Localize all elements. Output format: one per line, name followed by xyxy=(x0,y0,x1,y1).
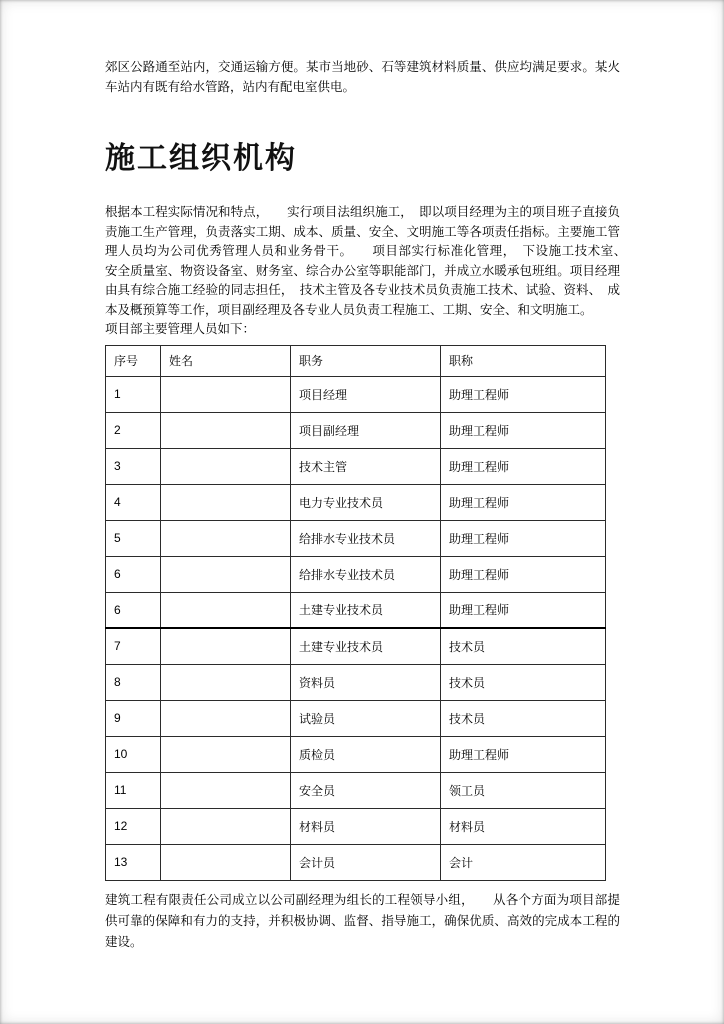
table-cell: 助理工程师 xyxy=(441,520,606,556)
table-cell: 1 xyxy=(106,376,161,412)
table-cell: 项目经理 xyxy=(291,376,441,412)
table-row xyxy=(106,376,606,412)
table-row xyxy=(106,484,606,520)
table-intro-line: 项目部主要管理人员如下： xyxy=(105,322,256,336)
staff-table xyxy=(105,345,606,881)
table-cell: 电力专业技术员 xyxy=(291,484,441,520)
table-cell: 助理工程师 xyxy=(441,484,606,520)
table-row xyxy=(106,736,606,772)
body-paragraph: 根据本工程实际情况和特点， 实行项目法组织施工， 即以项目经理为主的项目班子直接负责施工生产管理，负责落实工期、成本、质量、安全、文明施工等各项责任指标。主要施工管理人员均为公司优秀管理人员和业务骨干。 项目部实行标准化管理， 下设施工技术室、 安全质量室、物资设备室、财务室、综合办公室等职能部门，并成立水暖承包班组。项目经理由具有综合施工经验的同志担任， 技术主管及各专业技术员负责施工技术、试验、资料、 成本及概预算等工作，项目副经理及各专业人员负责工程施工、工期、安全、和文明施工。 xyxy=(105,205,633,317)
table-cell: 给排水专业技术员 xyxy=(291,520,441,556)
closing-paragraph: 建筑工程有限责任公司成立以公司副经理为组长的工程领导小组， 从各个方面为项目部提供可靠的保障和有力的支持，并积极协调、监督、指导施工，确保优质、高效的完成本工程的建设。 xyxy=(105,892,620,949)
table-cell: 8 xyxy=(106,664,161,700)
table-cell xyxy=(161,556,291,592)
table-cell xyxy=(161,664,291,700)
table-cell: 技术员 xyxy=(441,664,606,700)
table-cell xyxy=(161,448,291,484)
table-cell xyxy=(161,844,291,880)
table-header-cell: 姓名 xyxy=(161,345,291,376)
table-cell xyxy=(161,592,291,628)
table-cell: 9 xyxy=(106,700,161,736)
table-cell: 13 xyxy=(106,844,161,880)
table-cell: 6 xyxy=(106,556,161,592)
table-row xyxy=(106,412,606,448)
table-cell: 助理工程师 xyxy=(441,448,606,484)
intro-paragraph: 郊区公路通至站内，交通运输方便。某市当地砂、石等建筑材料质量、供应均满足要求。某火车站内有既有给水管路，站内有配电室供电。 xyxy=(105,60,620,94)
table-cell: 试验员 xyxy=(291,700,441,736)
page-title: 施工组织机构 xyxy=(105,142,297,175)
table-cell: 土建专业技术员 xyxy=(291,628,441,664)
table-header-cell: 职称 xyxy=(441,345,606,376)
table-cell: 助理工程师 xyxy=(441,556,606,592)
table-row xyxy=(106,844,606,880)
table-cell: 会计 xyxy=(441,844,606,880)
table-cell: 领工员 xyxy=(441,772,606,808)
table-cell: 资料员 xyxy=(291,664,441,700)
table-row xyxy=(106,448,606,484)
table-cell: 材料员 xyxy=(441,808,606,844)
table-cell: 11 xyxy=(106,772,161,808)
table-cell xyxy=(161,412,291,448)
table-header-row xyxy=(106,345,606,376)
table-row xyxy=(106,664,606,700)
table-row xyxy=(106,772,606,808)
table-row xyxy=(106,592,606,628)
table-cell: 质检员 xyxy=(291,736,441,772)
table-cell: 3 xyxy=(106,448,161,484)
table-cell: 助理工程师 xyxy=(441,412,606,448)
table-row xyxy=(106,556,606,592)
table-cell xyxy=(161,484,291,520)
table-cell: 技术员 xyxy=(441,700,606,736)
table-row xyxy=(106,520,606,556)
table-cell xyxy=(161,520,291,556)
table-cell: 技术主管 xyxy=(291,448,441,484)
table-cell xyxy=(161,628,291,664)
table-cell xyxy=(161,772,291,808)
table-cell: 助理工程师 xyxy=(441,376,606,412)
table-cell: 助理工程师 xyxy=(441,736,606,772)
table-cell: 技术员 xyxy=(441,628,606,664)
table-cell: 土建专业技术员 xyxy=(291,592,441,628)
table-cell: 给排水专业技术员 xyxy=(291,556,441,592)
table-cell xyxy=(161,376,291,412)
table-cell xyxy=(161,736,291,772)
table-cell xyxy=(161,700,291,736)
table-cell: 项目副经理 xyxy=(291,412,441,448)
table-cell: 4 xyxy=(106,484,161,520)
table-cell: 助理工程师 xyxy=(441,592,606,628)
table-cell: 会计员 xyxy=(291,844,441,880)
table-cell: 2 xyxy=(106,412,161,448)
table-header-cell: 序号 xyxy=(106,345,161,376)
table-header-cell: 职务 xyxy=(291,345,441,376)
table-row xyxy=(106,700,606,736)
table-row xyxy=(106,808,606,844)
table-cell: 12 xyxy=(106,808,161,844)
table-cell xyxy=(161,808,291,844)
table-cell: 材料员 xyxy=(291,808,441,844)
table-row xyxy=(106,628,606,664)
table-cell: 6 xyxy=(106,592,161,628)
table-cell: 10 xyxy=(106,736,161,772)
table-cell: 安全员 xyxy=(291,772,441,808)
table-cell: 7 xyxy=(106,628,161,664)
table-cell: 5 xyxy=(106,520,161,556)
